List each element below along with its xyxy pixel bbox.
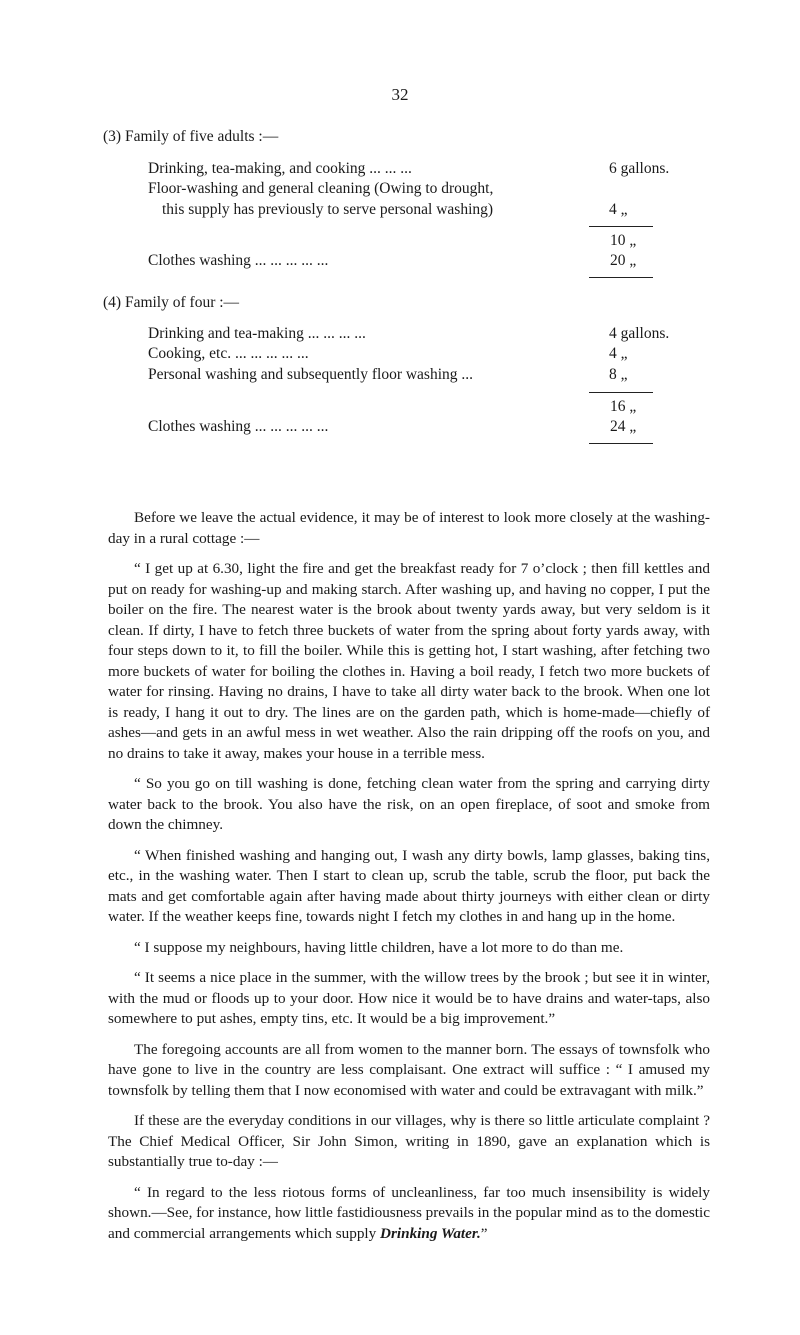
paragraph: “ I get up at 6.30, light the fire and get the breakfast ready for 7 o’clock ; then fill kettles and put on ready for washing-up and making starch. After washing up, and having no copper, I put the boiler on the fire. The nearest water is the brook about twenty yards away, but very seldom is it clean. If dirty, I have to fetch three buckets of water from the spring about forty yards away, with four steps down to it, to fill the boiler. While this is getting hot, I start washing, after fetching two more buckets of water for boiling the clothes in. Having a boil ready, I fetch two more buckets of water for rinsing. Having no drains, I have to take all dirty water back to the brook. When one lot is ready, I hang it out to dry. The lines are on the garden path, which is home-made—chiefly of ashes—and gets in an awful mess in wet weather. Also the rain dripping off the roofs on you, and no drains to take it away, makes your house in a terrible mess. (108, 560, 710, 762)
table-row (148, 232, 648, 250)
row-amount: 16 „ (610, 398, 637, 415)
row-label: Clothes washing ... ... ... ... ... (148, 252, 329, 269)
paragraph: Before we leave the actual evidence, it may be of interest to look more closely at the washing-day in a rural cottage :— (108, 509, 710, 547)
table-row (148, 366, 648, 384)
row-label: Personal washing and subsequently floor washing ... (148, 366, 474, 383)
row-label: Floor-washing and general cleaning (Owing to drought, (148, 180, 494, 197)
emphasis-text: Drinking Water. (380, 1224, 481, 1242)
row-amount: 24 „ (610, 418, 637, 435)
table-row (148, 180, 648, 198)
row-label: this supply has previously to serve personal washing) (162, 201, 494, 218)
table-row (148, 252, 648, 270)
paragraph: “ I suppose my neighbours, having little children, have a lot more to do than me. (134, 938, 624, 956)
total-rule (589, 277, 653, 278)
table-row (148, 160, 670, 178)
table-row (148, 398, 648, 416)
table-row (148, 325, 670, 343)
subtotal-rule (589, 392, 653, 393)
family-heading: (4) Family of four :— (103, 294, 240, 311)
body-text (108, 508, 710, 1254)
family-heading: (3) Family of five adults :— (103, 128, 279, 145)
paragraph: If these are the everyday conditions in our villages, why is there so little articulate complaint ? The Chief Medical Officer, Sir John Simon, writing in 1890, gave an explanation which is substantially true to-day :— (108, 1112, 710, 1170)
table-row (148, 418, 648, 436)
paragraph: “ When finished washing and hanging out, I wash any dirty bowls, lamp glasses, baking tins, etc., in the washing water. Then I start to clean up, scrub the table, scrub the floor, put back the mats and get comfortable again after having made about thirty journeys with either clean or dirty water. If the weather keeps fine, towards night I fetch my clothes in and hang up in the home. (108, 846, 710, 925)
row-amount: 4 gallons. (609, 325, 670, 342)
row-label: Drinking and tea-making ... ... ... ... (148, 325, 366, 342)
closing-quote: ” (480, 1224, 488, 1242)
row-amount: 4 „ (609, 345, 628, 362)
final-paragraph-text: “ In regard to the less riotous forms of uncleanliness, far too much insensibility is widely shown.—See, for instance, how little fastidiousness prevails in the popular mind as to the domestic and commercial arrangements which supply (108, 1183, 710, 1242)
row-amount: 6 gallons. (609, 160, 670, 177)
table-row (148, 345, 648, 363)
final-paragraph (108, 1183, 710, 1245)
row-label: Cooking, etc. ... ... ... ... ... (148, 345, 309, 362)
row-label: Drinking, tea-making, and cooking ... ... ... (148, 160, 412, 177)
row-amount: 20 „ (610, 252, 637, 269)
paragraph: “ So you go on till washing is done, fetching clean water from the spring and carrying dirty water back to the brook. You also have the risk, on an open fireplace, of soot and smoke from down the chimney. (108, 775, 710, 833)
table-row (162, 201, 662, 219)
paragraph: The foregoing accounts are all from women to the manner born. The essays of townsfolk who have gone to live in the country are less complaisant. One extract will suffice : “ I amused my townsfolk by telling them that I now economised with water and could be extravagant with milk.” (108, 1040, 710, 1099)
row-amount: 10 „ (610, 232, 637, 249)
page-number: 32 (391, 85, 409, 104)
paragraph: “ It seems a nice place in the summer, with the willow trees by the brook ; but see it in winter, with the mud or floods up to your door. How nice it would be to have drains and water-taps, also somewhere to put ashes, empty tins, etc. It would be a big improvement.” (108, 969, 710, 1027)
row-amount: 8 „ (609, 366, 628, 383)
total-rule (589, 443, 653, 444)
row-amount: 4 „ (609, 201, 628, 218)
row-label: Clothes washing ... ... ... ... ... (148, 418, 329, 435)
subtotal-rule (589, 226, 653, 227)
